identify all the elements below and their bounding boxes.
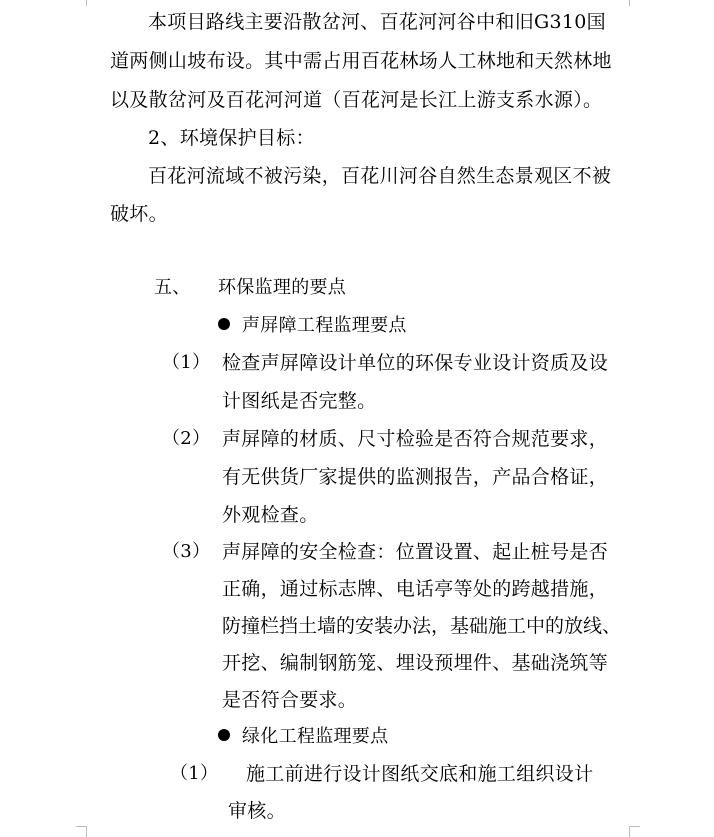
noise-item-3-line-5: 是否符合要求。 (222, 689, 358, 711)
noise-item-3-line-1: 声屏障的安全检查：位置设置、起止桩号是否 (222, 541, 609, 563)
greening-item-1-line-2: 审核。 (228, 800, 286, 822)
target-heading: 2、环境保护目标： (148, 127, 315, 149)
section-number: 五、 (154, 277, 191, 298)
crop-mark-bottom-left (86, 826, 87, 837)
noise-item-3-line-4: 开挖、编制钢筋笼、埋设预埋件、基础浇筑等 (222, 652, 609, 674)
bullet-icon (218, 318, 230, 330)
noise-item-2-line-1: 声屏障的材质、尺寸检验是否符合规范要求， (222, 428, 609, 450)
target-line-2: 破坏。 (110, 203, 168, 225)
intro-line-2: 道两侧山坡布设。其中需占用百花林场人工林地和天然林地 (110, 50, 612, 72)
noise-item-1-line-2: 计图纸是否完整。 (222, 390, 377, 412)
greening-bullet (218, 725, 388, 749)
noise-item-2-line-2: 有无供货厂家提供的监测报告，产品合格证， (222, 466, 609, 488)
crop-mark-top-right (629, 0, 630, 6)
noise-barrier-title: 声屏障工程监理要点 (242, 315, 407, 336)
intro-line-1: 本项目路线主要沿散岔河、百花河河谷中和旧G310国 (148, 11, 606, 33)
noise-item-3-number: （3） (162, 541, 211, 562)
crop-mark-top-left (86, 0, 87, 6)
greening-title: 绿化工程监理要点 (242, 726, 389, 747)
greening-item-1-number: （1） (170, 763, 219, 784)
noise-barrier-bullet (218, 314, 407, 338)
noise-item-3-line-3: 防撞栏挡土墙的安装办法，基础施工中的放线、 (222, 615, 622, 637)
noise-item-2-number: （2） (162, 428, 211, 449)
crop-mark-bottom-left-h (76, 826, 87, 827)
greening-item-1-line-1: 施工前进行设计图纸交底和施工组织设计 (246, 763, 594, 785)
crop-mark-bottom-right (629, 826, 630, 837)
bullet-icon (218, 729, 230, 741)
section-title: 环保监理的要点 (218, 277, 347, 298)
noise-item-3-line-2: 正确，通过标志牌、电话亭等处的跨越措施， (222, 578, 609, 600)
noise-item-1-number: （1） (162, 352, 211, 373)
crop-mark-bottom-right-h (629, 826, 640, 827)
noise-item-2-line-3: 外观检查。 (222, 504, 319, 526)
intro-line-3: 以及散岔河及百花河河道（百花河是长江上游支系水源）。 (110, 89, 603, 111)
target-line-1: 百花河流域不被污染，百花川河谷自然生态景观区不被 (148, 165, 612, 187)
noise-item-1-line-1: 检查声屏障设计单位的环保专业设计资质及设 (222, 352, 609, 374)
